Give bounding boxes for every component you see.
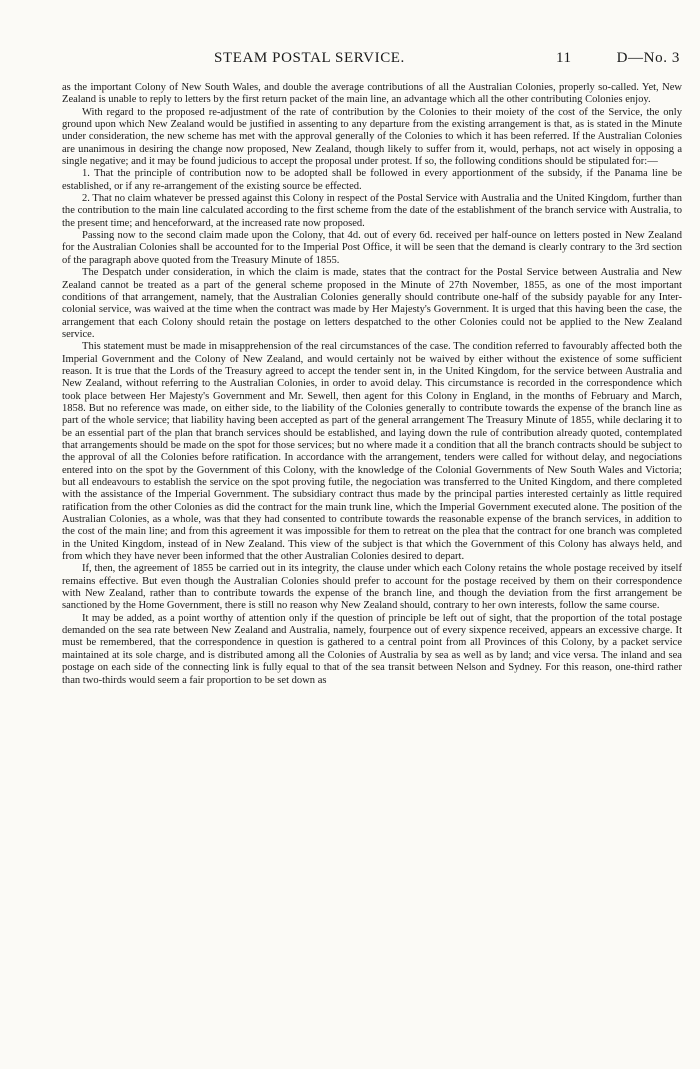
paragraph: It may be added, as a point worthy of attention only if the question of principle be left out of sight, that the proportion of the total postage demanded on the sea rate between New Zealand and Australia, namely, fourpence out of every sixpence received, appears an excessive charge. It must be remembered, that the correspondence in question is gathered to a central point from all Provinces of this Colony, by a packet service maintained at its sole charge, and is distributed among all the Colonies of Australia by sea as well as by land; and vice versa. The inland and sea postage on each side of the connecting link is fully equal to that of the sea transit between Nelson and Sydney. For this reason, one-third rather than two-thirds would seem a fair proportion to be set down as xyxy=(62,612,682,686)
paragraph: Passing now to the second claim made upon the Colony, that 4d. out of every 6d. received per half-ounce on letters posted in New Zealand for the Australian Colonies shall be accounted for to the Imperial Post Office, it will be seen that the demand is clearly contrary to the 3rd section of the paragraph above quoted from the Treasury Minute of 1855. xyxy=(62,230,682,266)
paragraph: The Despatch under consideration, in which the claim is made, states that the contract for the Postal Service between Australia and New Zealand cannot be treated as a part of the general scheme proposed in the Minute of 27th November, 1855, as one of the most important conditions of that arrangement, namely, that the Australian Colonies generally should contribute one-half of the subsidy payable for any Inter-colonial service, was waived at the time when the contract was made by Her Majesty's Government. It is urged that this having been the case, the arrangement that each Colony should retain the postage on letters despatched to the other Colonies could not be applied to the New Zealand service. xyxy=(62,267,682,340)
page-header xyxy=(60,50,680,74)
numbered-condition: 1. That the principle of contribution now to be adopted shall be followed in every apportionment of the subsidy, if the Panama line be established, or if any re-arrangement of the existing source be effected. xyxy=(62,168,682,192)
document-body xyxy=(62,82,682,1057)
document-reference: D—No. 3 xyxy=(616,50,680,66)
paragraph: This statement must be made in misapprehension of the real circumstances of the case. The condition referred to favourably affected both the Imperial Government and the Colony of New Zealand, and would certainly not be waived by either without the existence of some sufficient reason. It is true that the Lords of the Treasury agreed to accept the tender sent in, in the United Kingdom, for the service between Australia and New Zealand, without referring to the Australian Colonies, in order to avoid delay. This circumstance is recorded in the correspondence which took place between Her Majesty's Government and Mr. Sewell, then agent for this Colony in England, in the months of February and March, 1858. But no reference was made, on either side, to the liability of the Colonies generally to contribute towards the expense of the branch line as part of the whole service; that liability having been accepted as part of the general arrangement The Treasury Minute of 1855, while declaring it to be an essential part of the plan that branch services should be established, and laying down the rule of contribution already quoted, contemplated that arrangements should be made on the spot for those services; but no where made it a condition that all the branch contracts should be subject to the approval of all the Colonies before ratification. In accordance with the arrangement, tenders were called for without delay, and negociations entered into on the spot by the Government of this Colony, with the knowledge of the Colonial Governments of New South Wales and Victoria; but all endeavours to establish the service on the spot proving futile, the negociation was transferred to the United Kingdom, and there completed with the assistance of the Imperial Government. The subsidiary contract thus made by the principal parties interested certainly as little required ratification from the other Colonies as did the contract for the main trunk line, which the Imperial Government executed alone. The position of the Australian Colonies, as a whole, was that they had consented to contribute towards the reasonable expense of the branch services, in addition to the cost of the main line; and from this agreement it was impossible for them to retreat on the plea that the contract for one branch was completed in the United Kingdom, instead of in New Zealand. This view of the subject is that which the Government of this Colony has always held, and from which they have never been informed that the other Australian Colonies desired to depart. xyxy=(62,341,682,563)
paragraph: as the important Colony of New South Wales, and double the average contributions of all the Australian Colonies, properly so-called. Yet, New Zealand is unable to reply to letters by the first return packet of the main line, an advantage which all the other contributing Colonies enjoy. xyxy=(62,82,682,106)
page-title: STEAM POSTAL SERVICE. xyxy=(214,50,405,66)
paragraph: With regard to the proposed re-adjustment of the rate of contribution by the Colonies to their moiety of the cost of the Service, the only ground upon which New Zealand would be justified in assenting to any departure from the existing arrangement is that, as is stated in the Minute under consideration, the new scheme has met with the approval generally of the Colonies to which it has been referred. If the Australian Colonies are unanimous in desiring the change now proposed, New Zealand, though likely to suffer from it, would, perhaps, not act wisely in opposing a single negative; and it may be found judicious to accept the proposal under protest. If so, the following conditions should be stipulated for:— xyxy=(62,106,682,168)
page-number: 11 xyxy=(556,50,572,66)
paragraph: If, then, the agreement of 1855 be carried out in its integrity, the clause under which each Colony retains the whole postage received by itself remains effective. But even though the Australian Colonies should prefer to account for the postage received by them on their correspondence with New Zealand, rather than to contribute towards the expense of the branch line, and though the deviation from the first arrangement be sanctioned by the Home Government, there is still no reason why New Zealand should, contrary to her own interests, follow the same course. xyxy=(62,563,682,612)
numbered-condition: 2. That no claim whatever be pressed against this Colony in respect of the Postal Service with Australia and the United Kingdom, further than the contribution to the main line calculated according to the first scheme from the date of the establishment of the branch service with Australia, to the present time; and henceforward, at the increased rate now proposed. xyxy=(62,193,682,229)
